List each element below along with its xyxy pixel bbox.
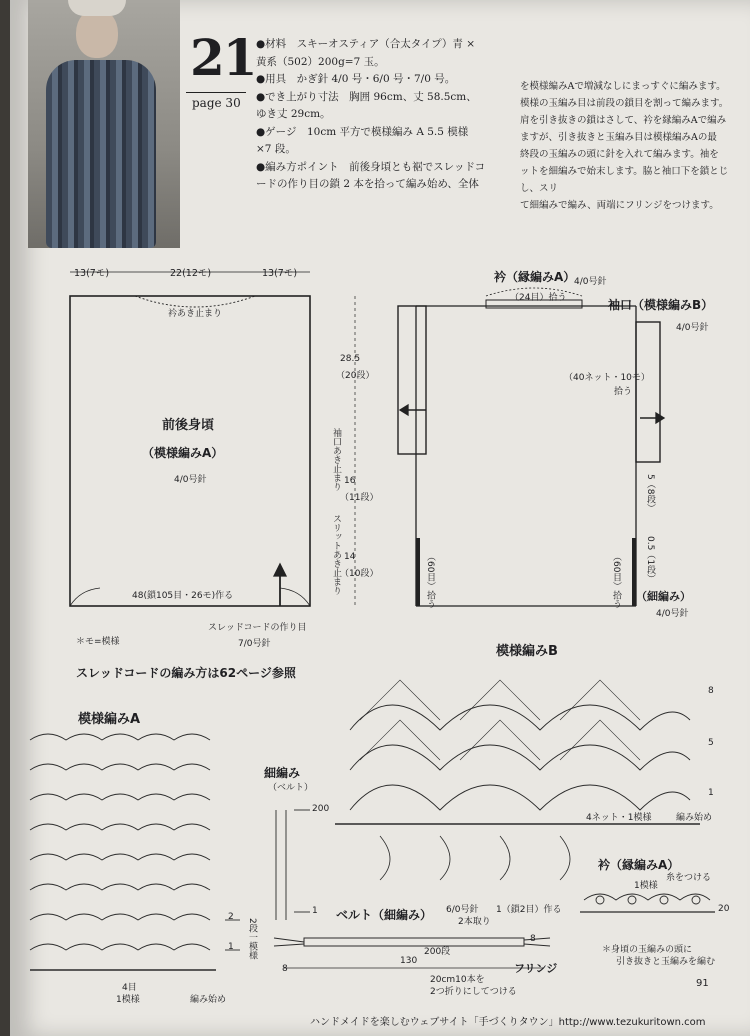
body-title: 前後身頃	[162, 418, 215, 433]
side-rows-1: 5（8段）	[645, 474, 655, 513]
pattern-a-repeat-count: 4目	[122, 983, 137, 993]
collar-chart-row: 20	[718, 904, 730, 914]
dim-left: 13(7モ)	[74, 268, 110, 279]
neck-opening-label: 衿あき止まり	[168, 309, 223, 319]
pattern-b-row-1: 1	[708, 788, 714, 798]
fringe-note-2: 2つ折りにしてつける	[430, 987, 517, 997]
sc-row-1: 1	[312, 906, 318, 916]
height-rows: （20段）	[336, 371, 375, 381]
pattern-a-row-1: 1	[228, 942, 234, 952]
pattern-a-start: 編み始め	[190, 995, 227, 1005]
legend-note: ＊モ=模様	[76, 637, 120, 647]
collar-title: 衿（縁編みA）	[494, 270, 576, 284]
right-line-5: ットを細編みで始末します。脇と袖口下を鎖とじし、スリ	[520, 166, 729, 194]
page-ref: page 30	[192, 96, 241, 110]
base-label: 48(鎖105目・26モ)作る	[132, 591, 234, 601]
body-needle: 4/0号針	[174, 475, 207, 485]
pattern-b-row-5: 5	[708, 738, 714, 748]
pattern-a-rows	[30, 734, 216, 970]
slit-height: 14	[344, 552, 356, 562]
gauge-line2: ×7 段。	[256, 143, 296, 155]
page-number: 91	[696, 978, 709, 989]
left-pickup: （60目）拾う	[425, 552, 435, 609]
materials-line1: ●材料 スキーオスティア（合太タイプ）青 ×	[256, 38, 476, 50]
right-line-0: を模様編みAで増減なしにまっすぐに編みます。	[520, 81, 726, 92]
side-rows-2: 0.5（1段）	[645, 536, 655, 584]
right-line-1: 模様の玉編み目は前段の鎖目を割って編みます。	[520, 98, 729, 109]
fringe-note-1: 20cm10本を	[430, 975, 485, 985]
pattern-a-title: 模様編みA	[78, 712, 141, 727]
right-line-4: 終段の玉編みの頭に針を入れて編みます。袖を	[520, 149, 719, 160]
mid-height: 16	[344, 476, 356, 486]
right-line-6: て細編みで編み、両端にフリンジをつけます。	[520, 200, 719, 211]
right-pickup: （60目）拾う	[611, 552, 621, 609]
tools-line: ●用具 かぎ針 4/0 号・6/0 号・7/0 号。	[256, 73, 456, 85]
body-diagram	[70, 272, 355, 606]
height-total: 28.5	[340, 354, 361, 364]
footer-text: ハンドメイドを楽しむウェブサイト「手づくりタウン」http://www.tezukuritown.com	[310, 1017, 706, 1028]
hem-needle: 4/0号針	[656, 609, 689, 619]
collar-pickup: （24目）拾う	[510, 293, 567, 303]
single-crochet-chart	[276, 810, 310, 920]
pattern-a-repeat-rows: 2段一模様	[247, 918, 257, 960]
sc-title: 細編み	[264, 766, 301, 780]
belt-fringe-left: 8	[282, 964, 288, 974]
magazine-page	[10, 0, 750, 1036]
collar-chart-note-2: 引き抜きと玉編みを編む	[616, 957, 716, 967]
slit-label: スリットあき止まり	[331, 514, 341, 595]
collar-chart-title: 衿（縁編みA）	[598, 858, 680, 872]
belt-length: 130	[400, 956, 418, 966]
pattern-b-repeat: 4ネット・1模様	[586, 813, 652, 823]
mid-rows: （11段）	[340, 493, 379, 503]
cuff-pickup-1: （40ネット・10モ）	[564, 373, 650, 383]
belt-title: ベルト（細編み）	[336, 908, 433, 922]
belt-start: 1（鎖2目）作る	[496, 905, 562, 915]
pattern-a-row-2: 2	[228, 912, 234, 922]
sc-row-200: 200	[312, 804, 330, 814]
collar-needle: 4/0号針	[574, 277, 607, 287]
assembly-diagram	[398, 288, 664, 609]
slit-rows: （10段）	[340, 569, 379, 579]
base-note-2: 7/0号針	[238, 639, 271, 649]
hem-title: （細編み）	[636, 590, 691, 603]
fringe-label: フリンジ	[514, 962, 558, 975]
belt-rows: 200段	[424, 947, 451, 957]
collar-chart-mark: 1模様	[634, 881, 658, 891]
belt-fringe-right: 8	[530, 934, 536, 944]
collar-chart	[580, 894, 715, 912]
right-line-2: 肩を引き抜きの鎖はさして、衿を縁編みAで編み	[520, 115, 727, 126]
body-pattern: （模様編みA）	[142, 446, 224, 460]
collar-chart-mark-label: 糸をつける	[666, 873, 712, 883]
thread-cord-note: スレッドコードの編み方は62ページ参照	[76, 666, 296, 680]
dim-right: 13(7モ)	[262, 268, 298, 279]
belt-needle: 6/0号針	[446, 905, 479, 915]
pattern-b-title: 模様編みB	[496, 644, 558, 659]
pattern-b-row-8: 8	[708, 686, 714, 696]
armhole-label: 袖口あき止まり	[331, 428, 341, 491]
points-line1: ●編み方ポイント 前後身頃とも裾でスレッドコ	[256, 160, 486, 173]
pattern-b-start: 編み始め	[676, 813, 713, 823]
size-line1: ●でき上がり寸法 胸囲 96cm、丈 58.5cm、	[256, 90, 477, 103]
belt-strands: 2本取り	[458, 917, 491, 927]
materials-line2: 黄系（502）200g=7 玉。	[256, 55, 385, 68]
sc-subtitle: （ベルト）	[268, 783, 314, 793]
cuff-pickup-2: 拾う	[614, 387, 633, 397]
right-line-3: ますが、引き抜きと玉編み目は模様編みAの最	[520, 132, 717, 143]
cuff-title: 袖口（模様編みB）	[608, 298, 714, 312]
pattern-b-chart	[335, 680, 700, 880]
pattern-number: 21	[190, 28, 256, 87]
collar-chart-note-1: ＊身頃の玉編みの頭に	[602, 945, 693, 955]
gauge-line1: ●ゲージ 10cm 平方で模様編み A 5.5 模様	[256, 125, 469, 138]
base-note-1: スレッドコードの作り目	[208, 623, 307, 633]
cuff-needle: 4/0号針	[676, 323, 709, 333]
size-line2: ゆき丈 29cm。	[256, 108, 331, 120]
pattern-a-repeat-label: 1模様	[116, 995, 140, 1005]
dim-center: 22(12モ)	[170, 268, 212, 279]
pattern-a-chart	[30, 734, 240, 970]
points-line2: ードの作り目の鎖 2 本を拾って編み始め、全体	[256, 178, 479, 190]
